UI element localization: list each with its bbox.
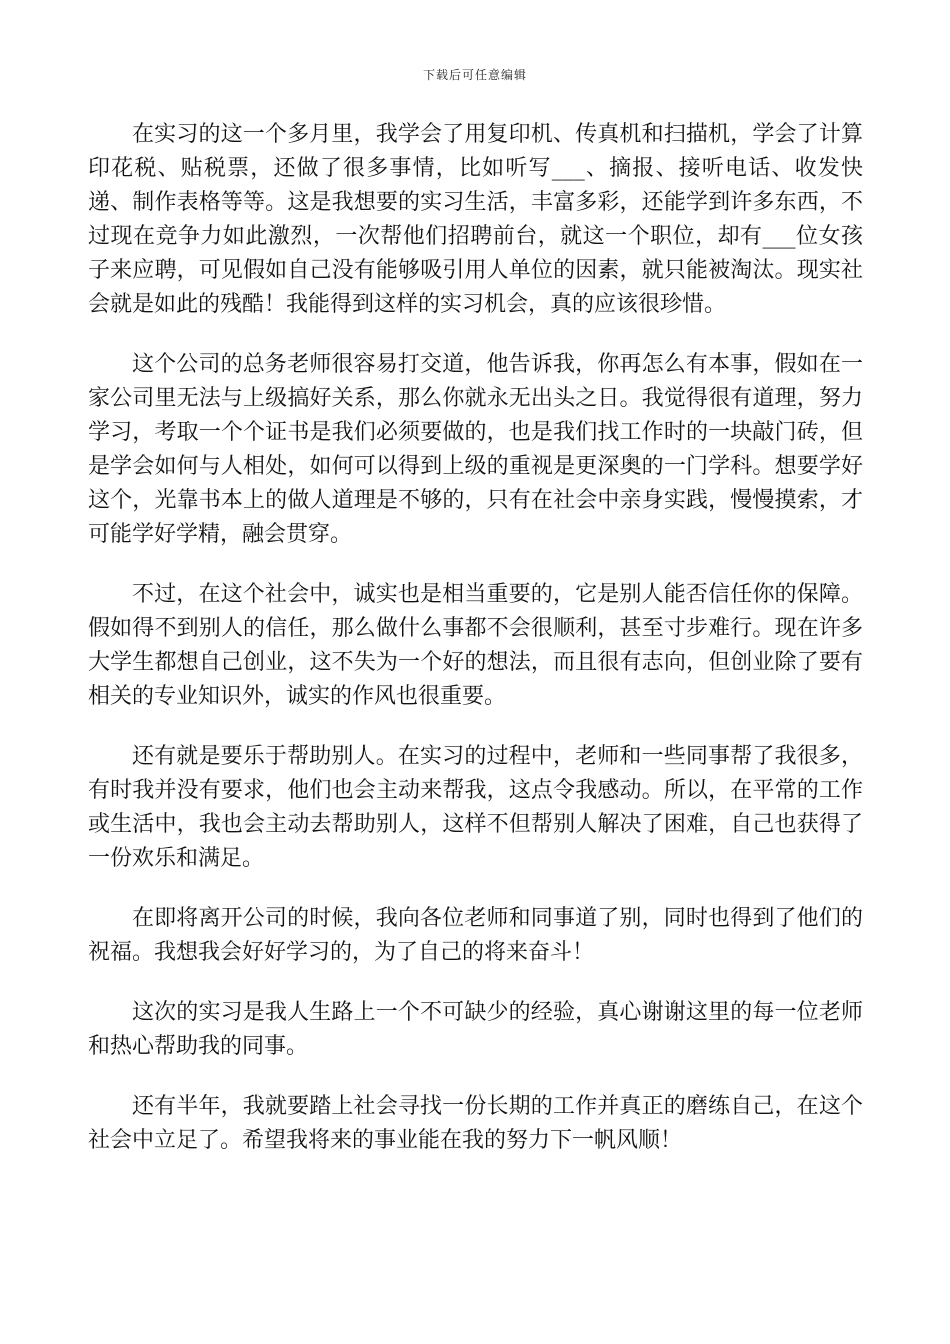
paragraph-6: 这次的实习是我人生路上一个不可缺少的经验，真心谢谢这里的每一位老师和热心帮助我的同事。 bbox=[88, 1000, 863, 1059]
paragraph-1: 在实习的这一个多月里，我学会了用复印机、传真机和扫描机，学会了计算印花税、贴税票，还做了很多事情，比如听写___、摘报、接听电话、收发快递、制作表格等等。这是我想要的实习生活，丰富多彩，还能学到许多东西，不过现在竞争力如此激烈，一次帮他们招聘前台，就这一个职位，却有___位女孩子来应聘，可见假如自己没有能够吸引用人单位的因素，就只能被淘汰。现实社会就是如此的残酷！我能得到这样的实习机会，真的应该很珍惜。 bbox=[88, 122, 863, 317]
document-body bbox=[88, 118, 863, 1184]
paragraph-2: 这个公司的总务老师很容易打交道，他告诉我，你再怎么有本事，假如在一家公司里无法与上级搞好关系，那么你就永无出头之日。我觉得很有道理，努力学习，考取一个个证书是我们必须要做的，也是我们找工作时的一块敲门砖，但是学会如何与人相处，如何可以得到上级的重视是更深奥的一门学科。想要学好这个，光靠书本上的做人道理是不够的，只有在社会中亲身实践，慢慢摸索，才可能学好学精，融会贯穿。 bbox=[88, 352, 863, 547]
paragraph-4: 还有就是要乐于帮助别人。在实习的过程中，老师和一些同事帮了我很多，有时我并没有要求，他们也会主动来帮我，这点令我感动。所以，在平常的工作或生活中，我也会主动去帮助别人，这样不但帮别人解决了困难，自己也获得了一份欢乐和满足。 bbox=[88, 744, 863, 871]
paragraph-5: 在即将离开公司的时候，我向各位老师和同事道了别，同时也得到了他们的祝福。我想我会好好学习的，为了自己的将来奋斗！ bbox=[88, 906, 863, 965]
paragraph-3: 不过，在这个社会中，诚实也是相当重要的，它是别人能否信任你的保障。假如得不到别人的信任，那么做什么事都不会很顺利，甚至寸步难行。现在许多大学生都想自己创业，这不失为一个好的想法，而且很有志向，但创业除了要有相关的专业知识外，诚实的作风也很重要。 bbox=[88, 582, 863, 709]
paragraph-7: 还有半年，我就要踏上社会寻找一份长期的工作并真正的磨练自己，在这个社会中立足了。希望我将来的事业能在我的努力下一帆风顺！ bbox=[88, 1094, 863, 1153]
page-header: 下载后可任意编辑 bbox=[422, 68, 527, 82]
